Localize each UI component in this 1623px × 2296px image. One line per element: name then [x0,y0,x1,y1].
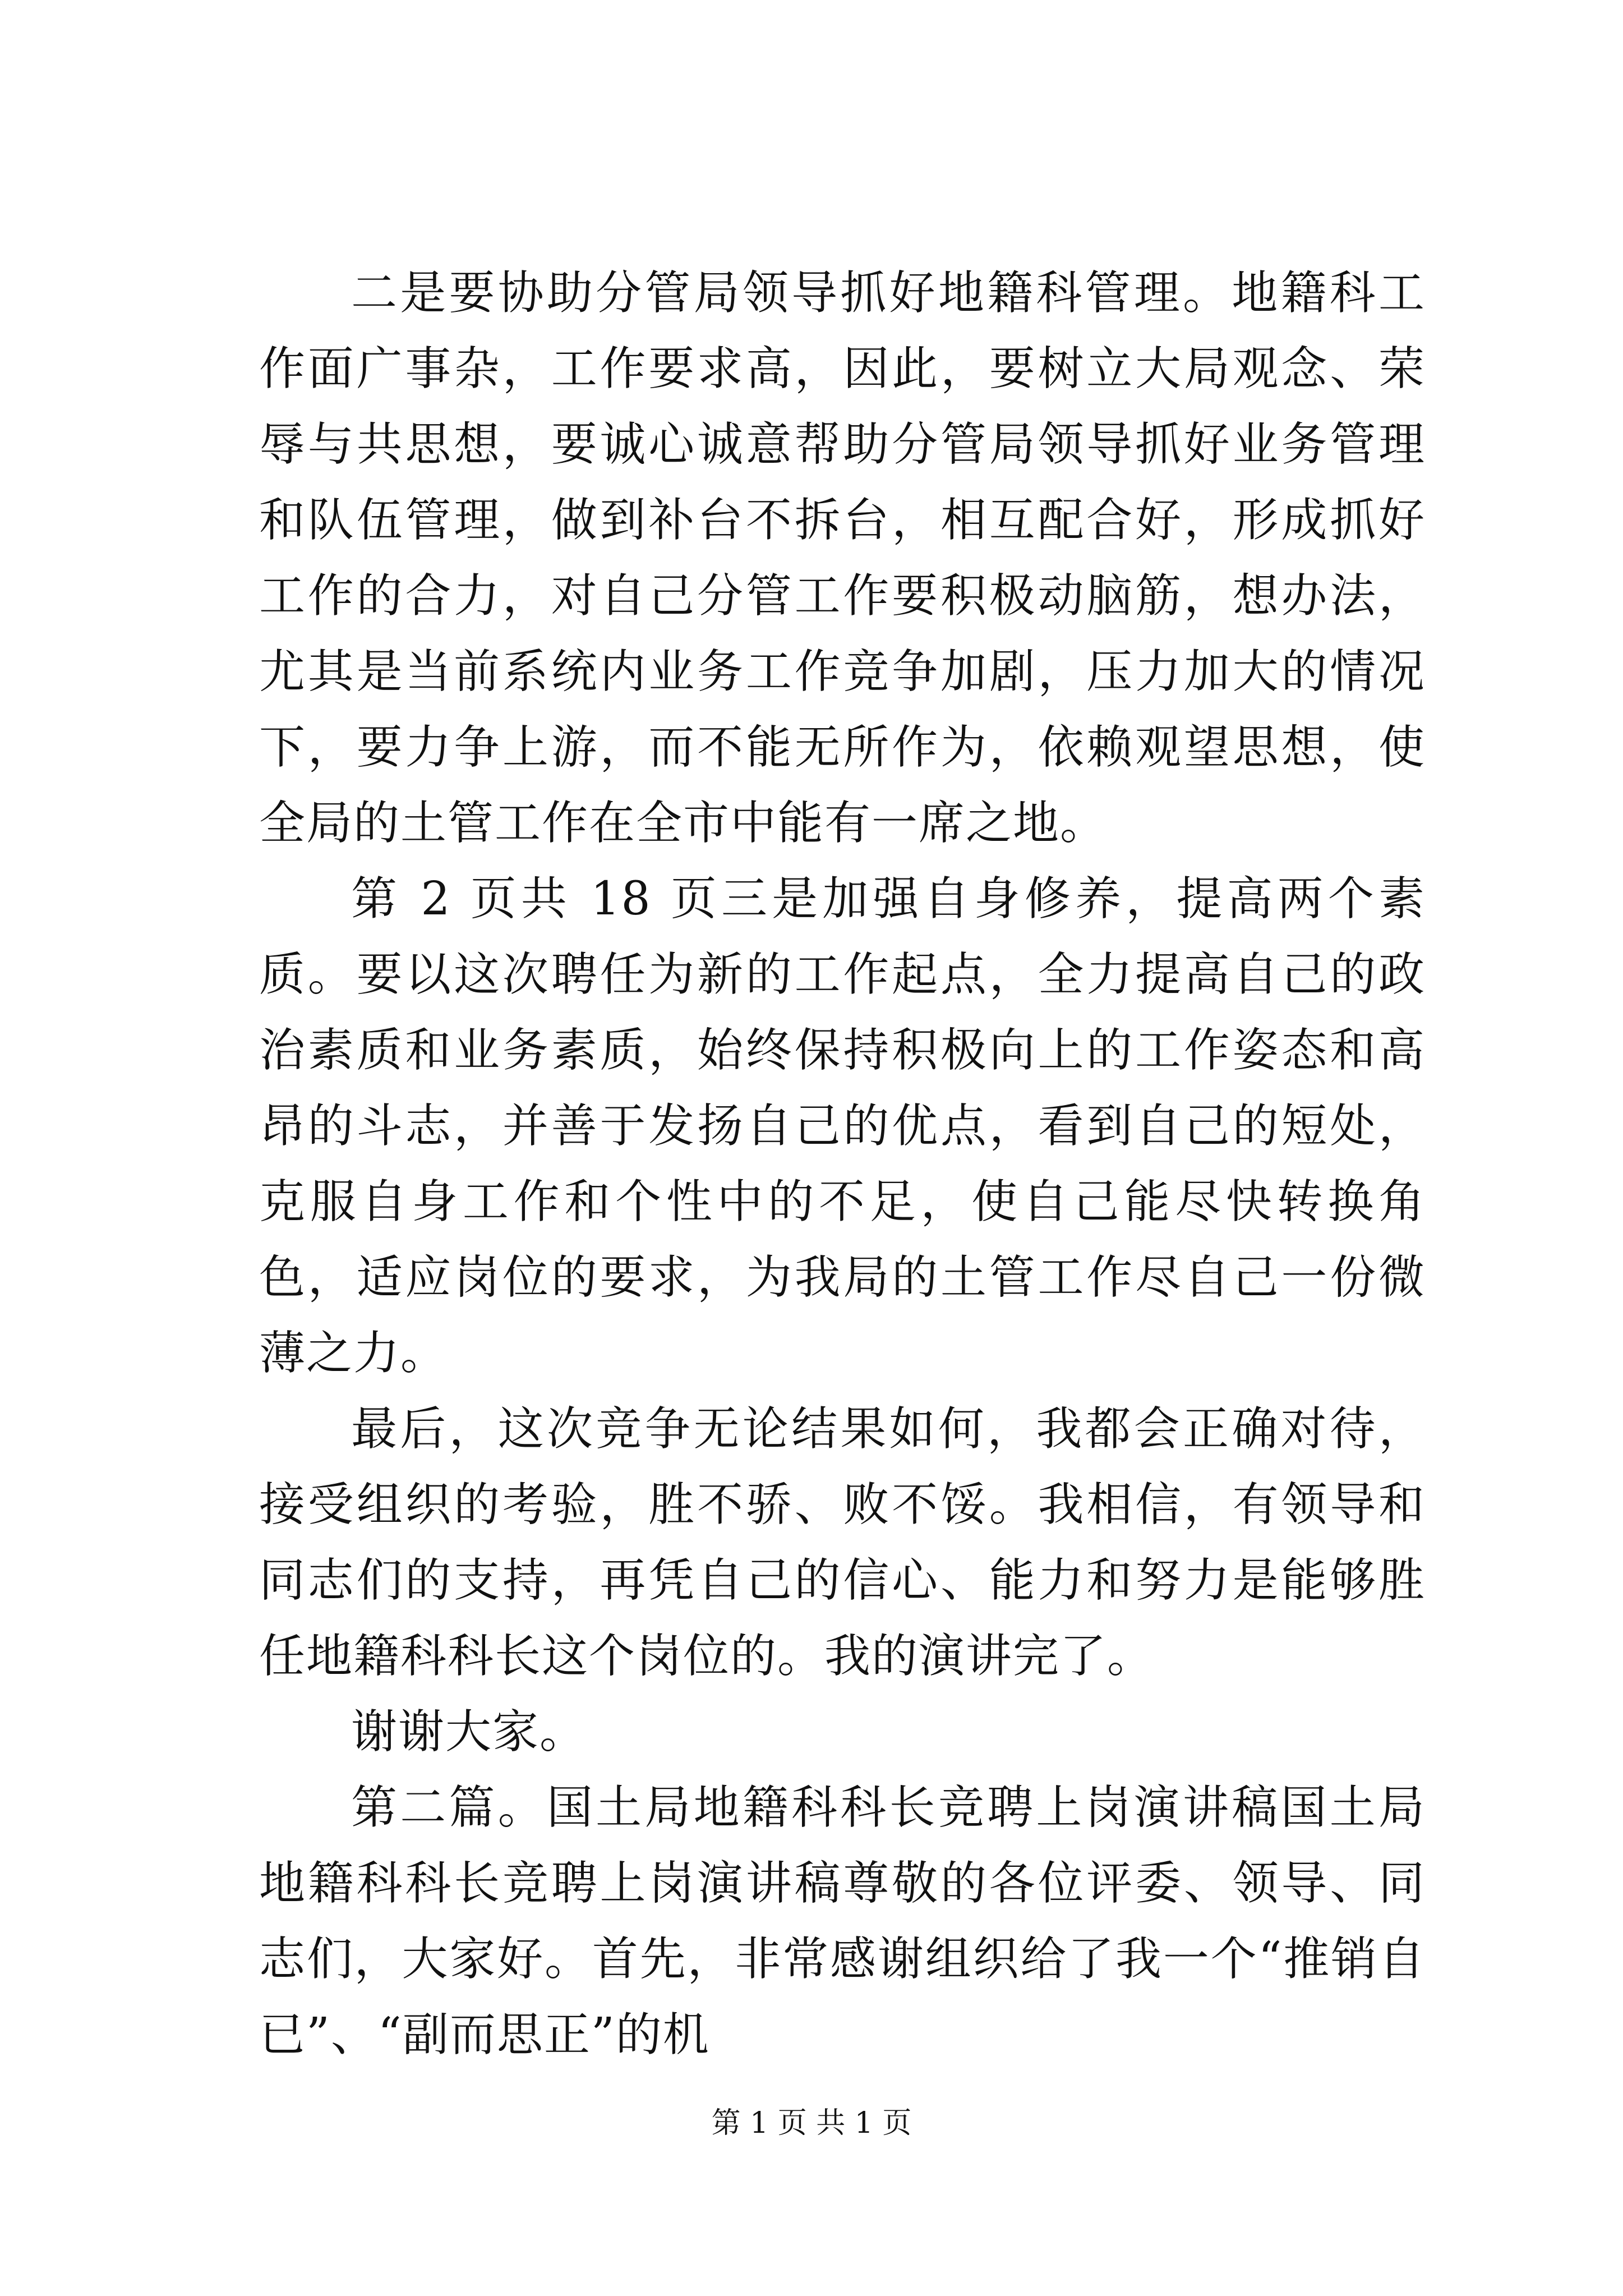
paragraph-duties-two: 二是要协助分管局领导抓好地籍科管理。地籍科工作面广事杂，工作要求高，因此，要树立大局观念、荣辱与共思想，要诚心诚意帮助分管局领导抓好业务管理和队伍管理，做到补台不拆台，相互配合好，形成抓好工作的合力，对自己分管工作要积极动脑筋，想办法，尤其是当前系统内业务工作竞争加剧，压力加大的情况下，要力争上游，而不能无所作为，依赖观望思想，使全局的土管工作在全市中能有一席之地。 [259,266,1426,850]
document-body [259,255,1426,2073]
paragraph-duties-three: 第 2 页共 18 页三是加强自身修养，提高两个素质。要以这次聘任为新的工作起点，全力提高自己的政治素质和业务素质，始终保持积极向上的工作姿态和高昂的斗志，并善于发扬自己的优点，看到自己的短处，克服自身工作和个性中的不足，使自己能尽快转换角色，适应岗位的要求，为我局的土管工作尽自己一份微薄之力。 [259,872,1426,1380]
paragraph-closing: 最后，这次竞争无论结果如何，我都会正确对待，接受组织的考验，胜不骄、败不馁。我相信，有领导和同志们的支持，再凭自己的信心、能力和努力是能够胜任地籍科科长这个岗位的。我的演讲完了。 [259,1402,1426,1683]
page-footer: 第 1 页 共 1 页 [711,2106,912,2140]
paragraph-second-article: 第二篇。国土局地籍科科长竞聘上岗演讲稿国土局地籍科科长竞聘上岗演讲稿尊敬的各位评委、领导、同志们，大家好。首先，非常感谢组织给了我一个“推销自已”、“副而思正”的机 [259,1781,1426,2062]
paragraph-thanks: 谢谢大家。 [351,1705,587,1759]
